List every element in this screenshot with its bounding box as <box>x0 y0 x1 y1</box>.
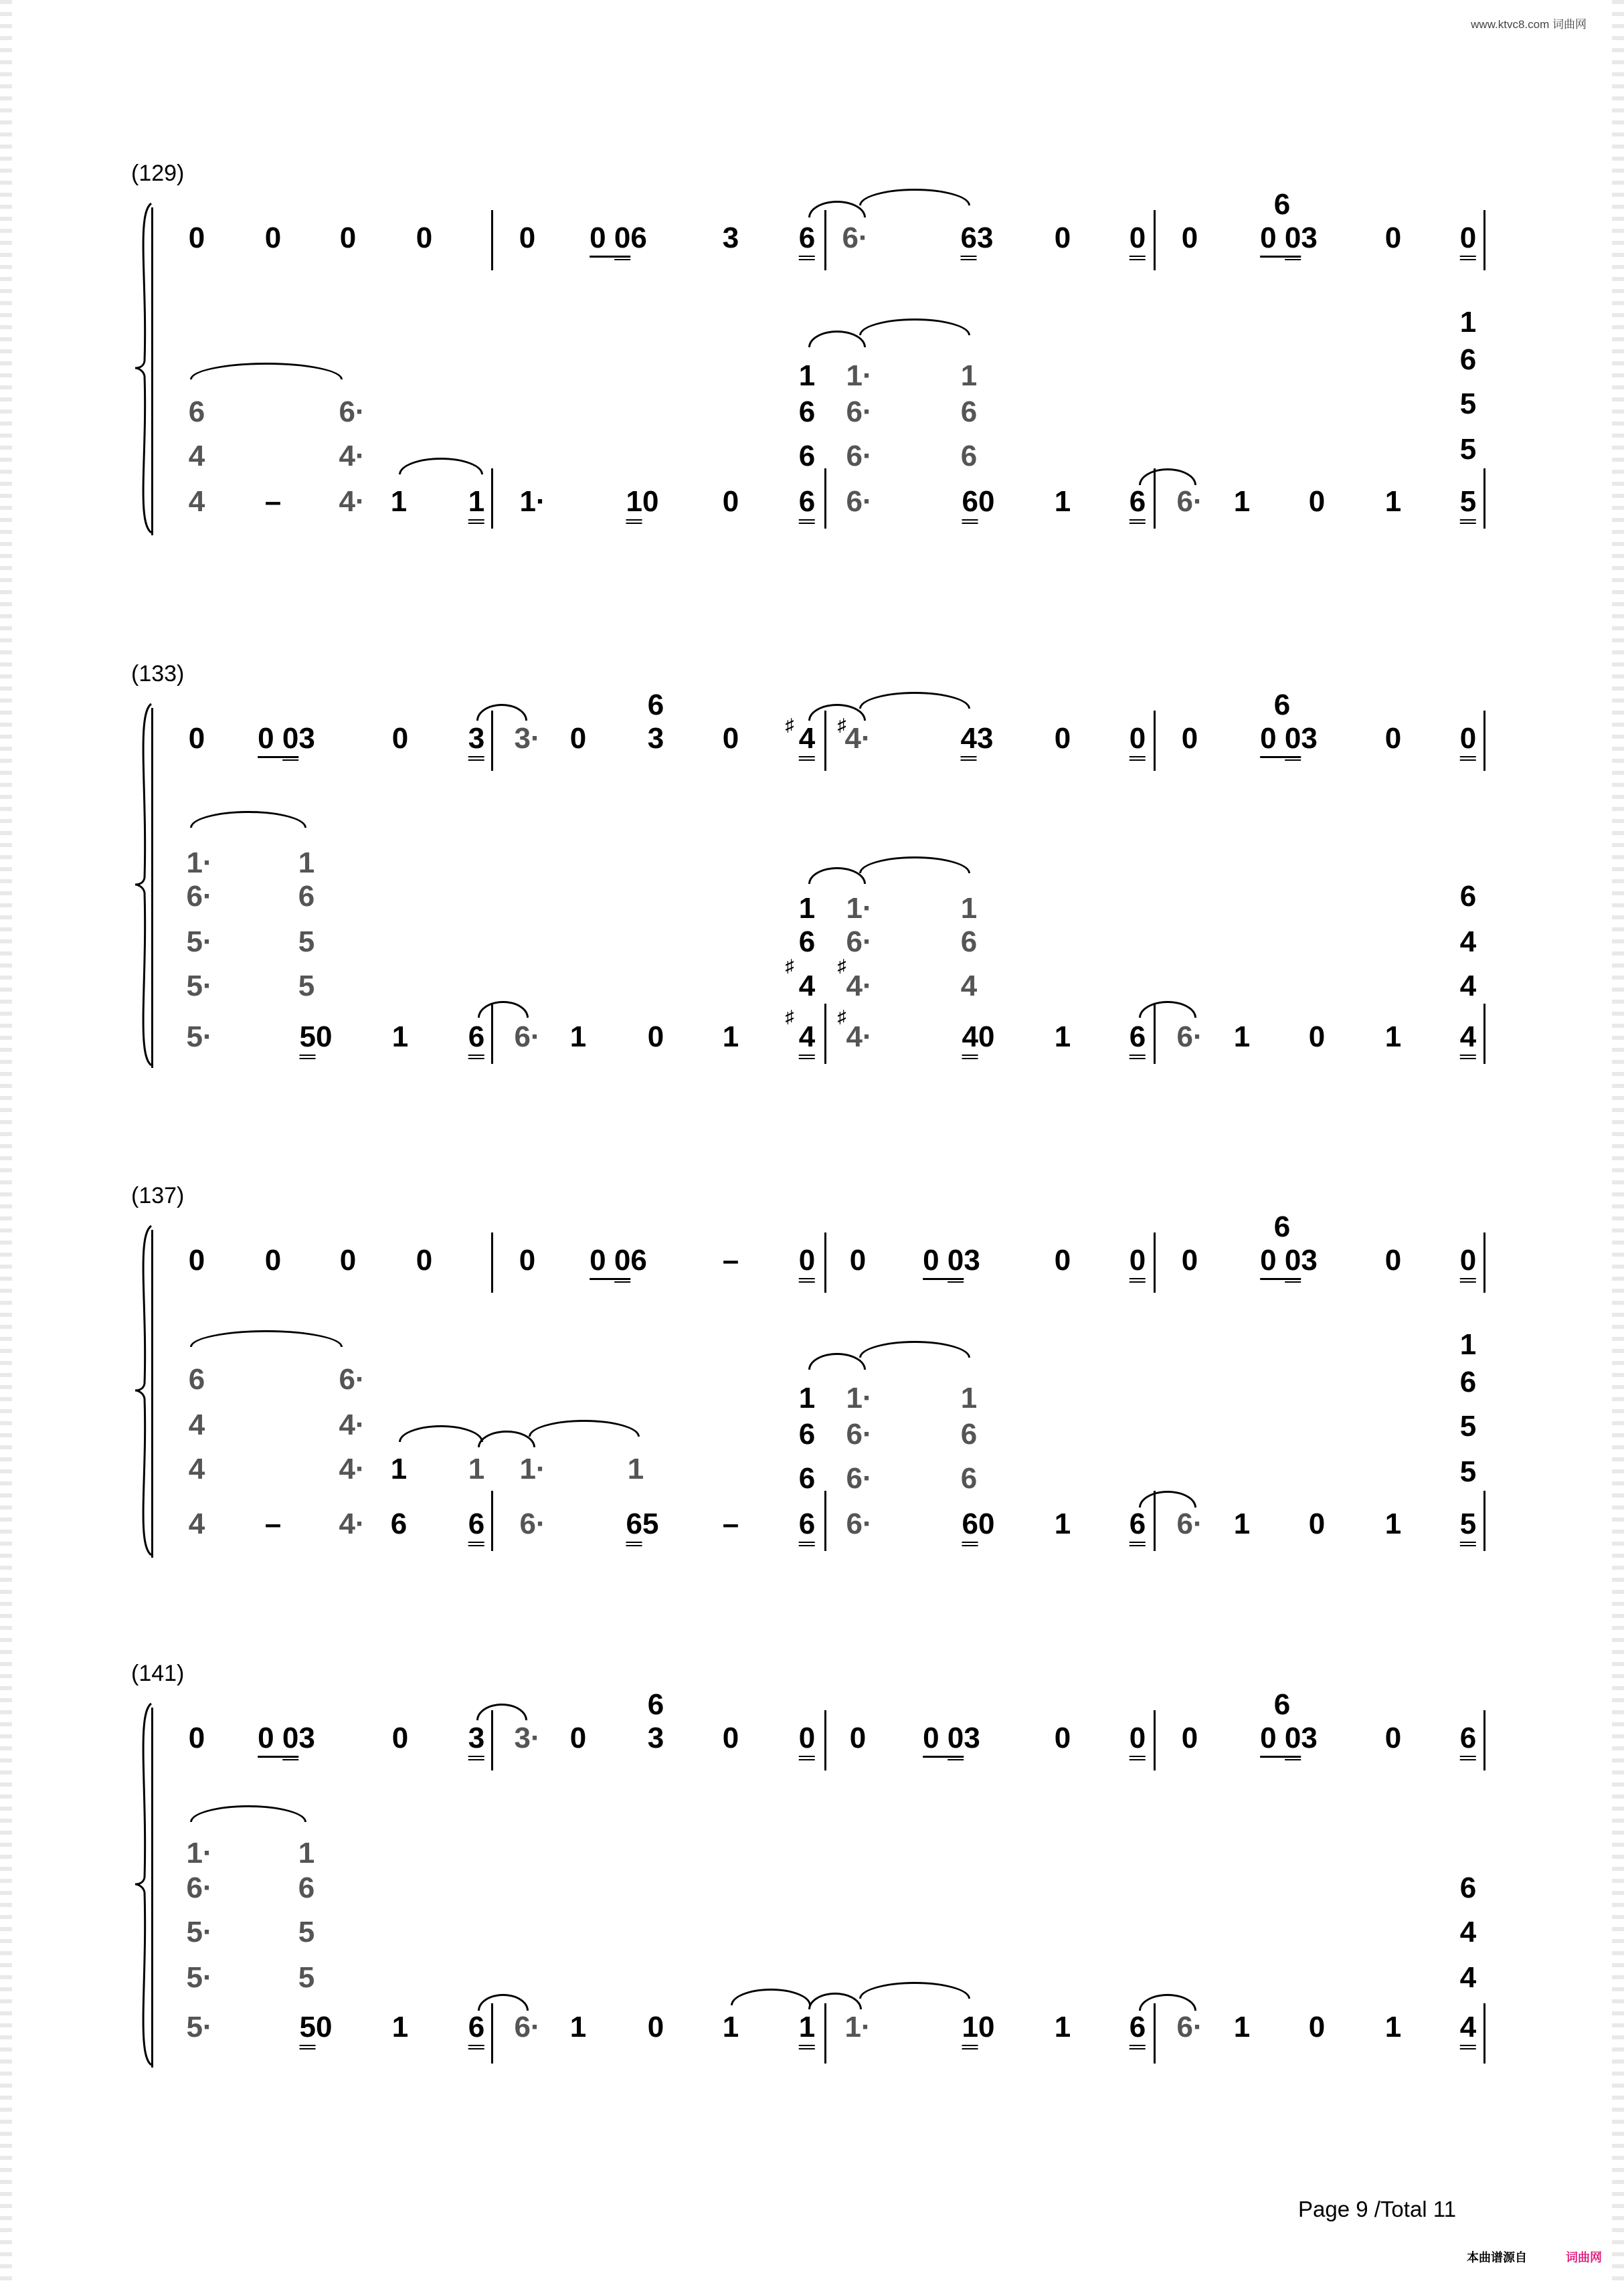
note: 6 <box>798 395 816 428</box>
note: 0 <box>799 1724 815 1753</box>
note: 0 <box>339 221 357 254</box>
note: 6· <box>1176 485 1203 518</box>
note: 1 <box>468 487 484 517</box>
note: 6 <box>468 1022 484 1052</box>
note: 6· <box>519 1508 546 1540</box>
slur <box>859 318 970 335</box>
note: 6 <box>1273 1210 1291 1243</box>
barline <box>491 2003 493 2064</box>
note: 0 06 <box>590 223 647 253</box>
note: 6 <box>960 440 978 472</box>
note: 6 <box>798 925 816 958</box>
note: 6· <box>339 1363 365 1396</box>
note: 6 <box>798 1462 816 1495</box>
note: 0 03 <box>1260 1724 1318 1753</box>
barline <box>1154 2003 1156 2064</box>
note: 1 <box>1384 1020 1402 1053</box>
barline <box>1154 711 1156 771</box>
note: 6 <box>960 925 978 958</box>
note: 5· <box>186 1020 213 1053</box>
note: 3· <box>514 1722 541 1754</box>
note: 1 <box>960 1382 978 1414</box>
barline <box>491 468 493 529</box>
note: 1 <box>1384 2011 1402 2043</box>
barline <box>491 1491 493 1551</box>
note: 5 <box>298 925 315 958</box>
note: 0 03 <box>1260 1246 1318 1275</box>
note: 6 <box>799 223 815 253</box>
note: 4 <box>1459 925 1477 958</box>
note: 1 <box>798 1382 816 1414</box>
slur <box>859 692 970 709</box>
note: 0 <box>1130 724 1146 753</box>
note: 50 <box>300 1022 333 1052</box>
note: 0 <box>1054 722 1071 755</box>
note: 6 <box>799 487 815 517</box>
note: 6 <box>1273 188 1291 221</box>
note: 5 <box>1459 1410 1477 1443</box>
slur <box>478 1431 535 1447</box>
slur <box>859 1341 970 1358</box>
note: 4· <box>844 722 871 755</box>
note: 1 <box>1054 1508 1071 1540</box>
note: 6· <box>186 880 213 913</box>
note: 6 <box>1459 1871 1477 1904</box>
note: 0 <box>264 221 282 254</box>
note: 3· <box>514 722 541 755</box>
note: 1 <box>798 892 816 925</box>
slur <box>399 458 483 474</box>
slur <box>529 1420 640 1437</box>
note: 6· <box>846 395 873 428</box>
note: 5· <box>186 1916 213 1948</box>
note: 0 <box>1130 1724 1146 1753</box>
note: 0 <box>1384 1722 1402 1754</box>
note: 0 <box>569 722 587 755</box>
note: 4· <box>846 1020 873 1053</box>
note: 1 <box>468 1453 485 1485</box>
note: 10 <box>626 487 659 517</box>
note: 0 <box>799 1246 815 1275</box>
note: 0 <box>647 1020 664 1053</box>
note: 6· <box>846 440 873 472</box>
site-logo-text: 词曲网 <box>1566 2251 1602 2264</box>
note: 6 <box>468 1510 484 1539</box>
note: 6 <box>1130 1510 1146 1539</box>
note: 0 <box>1460 1246 1476 1275</box>
note: 0 <box>569 1722 587 1754</box>
note: 40 <box>962 1022 995 1052</box>
note: 1 <box>298 1837 315 1869</box>
note: 1 <box>798 359 816 392</box>
slur <box>859 1982 970 1999</box>
note: 6 <box>798 440 816 472</box>
note: 0 <box>1054 221 1071 254</box>
slur <box>859 189 970 205</box>
barline <box>1483 468 1485 529</box>
note: 0 <box>1054 1244 1071 1277</box>
note: 6 <box>188 1363 205 1396</box>
note: 6 <box>1459 1366 1477 1398</box>
note: 3 <box>722 221 739 254</box>
note: 6 <box>960 395 978 428</box>
note: 5 <box>298 1961 315 1994</box>
note: 1 <box>1233 2011 1251 2043</box>
note: – <box>722 1508 739 1540</box>
note: 4· <box>339 1408 365 1441</box>
barline <box>1483 1232 1485 1293</box>
note: 3 <box>647 722 664 755</box>
system-barline <box>151 207 153 535</box>
slur <box>1139 1994 1196 2011</box>
note: 4 <box>1459 1916 1477 1948</box>
note: 4· <box>339 485 365 518</box>
note: 1 <box>799 2013 815 2042</box>
note: 5· <box>186 2011 213 2043</box>
note: 10 <box>962 2013 995 2042</box>
note: 1· <box>186 846 213 879</box>
note: 6· <box>1176 2011 1203 2043</box>
slur <box>190 1330 343 1347</box>
note: 60 <box>962 487 995 517</box>
barline <box>824 1004 826 1064</box>
note: 1 <box>390 1453 408 1485</box>
left-margin-strip <box>0 0 12 2283</box>
note: 0 03 <box>923 1246 980 1275</box>
note: 6 <box>647 689 664 721</box>
barline <box>1483 2003 1485 2064</box>
note: 1· <box>519 1453 546 1485</box>
slur <box>808 1353 866 1370</box>
note: – <box>264 485 282 518</box>
note: 0 <box>1384 722 1402 755</box>
note: 6 <box>960 1462 978 1495</box>
slur <box>478 1994 529 2011</box>
note: 6· <box>846 1508 873 1540</box>
note: 0 <box>849 1244 867 1277</box>
note: 1· <box>846 892 873 925</box>
note: 1 <box>722 1020 739 1053</box>
note: 0 <box>722 722 739 755</box>
score-system: 0 0 03 0 3 3· 0 6 3 0 ♯ 4 ♯ 4· 43 0 0 0 6 0 03 0 0 1· 6· 5· 5· 5· 1 6 5 5 50 1 6 6· 1 0 1 1 6 ♯ 4 ♯ 4 1· 6· ♯ 4· ♯ 4· 1 6 4 40 1 6 6· 1 0 1 6 4 4 4 <box>127 701 1506 1068</box>
slur <box>808 704 866 721</box>
slur <box>731 1989 811 2005</box>
note: 0 <box>1054 1722 1071 1754</box>
note: 6· <box>1176 1508 1203 1540</box>
note: 1 <box>1384 485 1402 518</box>
note: 6 <box>390 1508 408 1540</box>
system-label: (129) <box>131 161 185 186</box>
note: 1 <box>1233 1508 1251 1540</box>
note: 5 <box>1459 387 1477 420</box>
note: 0 <box>1308 1020 1326 1053</box>
slur <box>399 1425 483 1442</box>
note: 0 03 <box>923 1724 980 1753</box>
note: 5 <box>298 970 315 1002</box>
barline <box>824 1232 826 1293</box>
note: 1· <box>846 1382 873 1414</box>
note: 4 <box>188 440 205 472</box>
note: 50 <box>300 2013 333 2042</box>
note: 5 <box>1459 433 1477 466</box>
slur <box>476 704 527 721</box>
note: 0 <box>1308 2011 1326 2043</box>
note: 6· <box>339 395 365 428</box>
barline <box>824 210 826 270</box>
note: 1 <box>1233 485 1251 518</box>
note: 6 <box>298 880 315 913</box>
note: 6· <box>846 1462 873 1495</box>
note: 0 03 <box>258 1724 315 1753</box>
slur <box>1139 1491 1196 1508</box>
slur <box>190 363 343 379</box>
note: 0 <box>1130 223 1146 253</box>
note: 4 <box>188 1508 205 1540</box>
note: 0 <box>722 485 739 518</box>
note: 4· <box>846 970 873 1002</box>
note: 1 <box>1384 1508 1402 1540</box>
note: 6 <box>647 1688 664 1721</box>
note: 0 <box>1130 1246 1146 1275</box>
note: 4 <box>188 485 205 518</box>
score-system <box>127 1210 1506 1558</box>
site-watermark: www.ktvc8.com 词曲网 <box>1471 18 1587 31</box>
note: 1 <box>390 485 408 518</box>
barline <box>824 1710 826 1770</box>
note: 1 <box>1054 1020 1071 1053</box>
note: 4 <box>960 970 978 1002</box>
note: 1· <box>186 1837 213 1869</box>
note: 0 <box>1181 722 1198 755</box>
note: 65 <box>626 1510 659 1539</box>
barline <box>824 468 826 529</box>
note: 0 <box>1308 1508 1326 1540</box>
note: 1 <box>1054 485 1071 518</box>
note: 6· <box>846 1418 873 1451</box>
note: 1 <box>960 892 978 925</box>
note: 0 <box>1460 724 1476 753</box>
note: 0 03 <box>1260 223 1318 253</box>
note: 1 <box>722 2011 739 2043</box>
barline <box>1154 1232 1156 1293</box>
note: 1 <box>1054 2011 1071 2043</box>
note: 5· <box>186 1961 213 1994</box>
note: 60 <box>962 1510 995 1539</box>
slur <box>808 867 866 884</box>
note: 1 <box>569 2011 587 2043</box>
system-label: (137) <box>131 1183 185 1208</box>
slur <box>1139 1001 1196 1018</box>
note: 0 <box>391 722 409 755</box>
note: 0 <box>1181 221 1198 254</box>
note: 5· <box>186 925 213 958</box>
note: 3 <box>468 1724 484 1753</box>
note: 0 <box>1181 1722 1198 1754</box>
slur <box>1139 468 1196 485</box>
note: 5· <box>186 970 213 1002</box>
note: 0 <box>849 1722 867 1754</box>
note: 0 <box>264 1244 282 1277</box>
note: 1· <box>846 359 873 392</box>
system-barline <box>151 708 153 1068</box>
note: 4 <box>188 1453 205 1485</box>
note: 1 <box>1459 1328 1477 1361</box>
note: 0 06 <box>590 1246 647 1275</box>
note: 0 <box>722 1722 739 1754</box>
barline <box>1483 1004 1485 1064</box>
note: 0 <box>188 221 205 254</box>
note: 4 <box>798 970 816 1002</box>
note: 4· <box>339 440 365 472</box>
note: 3 <box>647 1722 664 1754</box>
note: 6 <box>798 1418 816 1451</box>
note: 0 <box>416 1244 433 1277</box>
note: 6 <box>960 1418 978 1451</box>
note: 0 <box>1384 221 1402 254</box>
system-label: (141) <box>131 1661 185 1686</box>
note: 6· <box>846 925 873 958</box>
slur <box>859 856 970 873</box>
barline <box>491 210 493 270</box>
note: 6· <box>846 485 873 518</box>
note: 6· <box>186 1871 213 1904</box>
note: 1 <box>298 846 315 879</box>
note: 4 <box>799 1022 815 1052</box>
score-system <box>127 188 1506 535</box>
note: 1 <box>960 359 978 392</box>
note: 1 <box>627 1453 644 1485</box>
note: 6 <box>1130 1022 1146 1052</box>
note: 43 <box>961 724 994 753</box>
note: 1· <box>844 2011 871 2043</box>
note: 6 <box>1273 1688 1291 1721</box>
note: 0 <box>1181 1244 1198 1277</box>
note: 1 <box>391 2011 409 2043</box>
barline <box>1483 1491 1485 1551</box>
note: 1 <box>569 1020 587 1053</box>
system-label: (133) <box>131 661 185 687</box>
barline <box>1483 711 1485 771</box>
note: 5 <box>1460 487 1476 517</box>
note: 6· <box>514 1020 541 1053</box>
note: 1 <box>391 1020 409 1053</box>
note: – <box>264 1508 282 1540</box>
note: 0 03 <box>258 724 315 753</box>
barline <box>1483 210 1485 270</box>
system-barline <box>151 1708 153 2068</box>
note: 6 <box>298 1871 315 1904</box>
note: 6 <box>1130 487 1146 517</box>
note: 4 <box>1459 970 1477 1002</box>
note: 0 <box>519 221 536 254</box>
barline <box>491 1232 493 1293</box>
note: 4· <box>339 1508 365 1540</box>
note: 6 <box>1459 343 1477 376</box>
note: 0 <box>188 1722 205 1754</box>
note: 6· <box>1176 1020 1203 1053</box>
note: 0 <box>519 1244 536 1277</box>
slur <box>808 331 866 347</box>
slur <box>190 811 306 828</box>
note: 6 <box>1130 2013 1146 2042</box>
note: 5 <box>1460 1510 1476 1539</box>
barline <box>824 1491 826 1551</box>
note: 0 <box>188 722 205 755</box>
barline <box>1483 1710 1485 1770</box>
barline <box>824 2003 826 2064</box>
note: 6· <box>842 221 869 254</box>
note: 6 <box>1459 880 1477 913</box>
note: 6 <box>799 1510 815 1539</box>
note: 6 <box>1273 689 1291 721</box>
note: 63 <box>961 223 994 253</box>
note: 4 <box>1459 1961 1477 1994</box>
note: 4 <box>1460 2013 1476 2042</box>
note: 4 <box>188 1408 205 1441</box>
right-margin-strip <box>1612 0 1624 2283</box>
note: 1 <box>1459 306 1477 339</box>
note: 4 <box>799 724 815 753</box>
note: 0 <box>188 1244 205 1277</box>
slur <box>808 1993 862 2009</box>
note: 0 <box>647 2011 664 2043</box>
note: 5 <box>1459 1455 1477 1488</box>
barline <box>1154 210 1156 270</box>
score-system <box>127 1688 1506 2068</box>
note: 0 <box>391 1722 409 1754</box>
note: 1· <box>519 485 546 518</box>
note: 6 <box>468 2013 484 2042</box>
note: 3 <box>468 724 484 753</box>
note: 5 <box>298 1916 315 1948</box>
slur <box>478 1001 529 1018</box>
note: 0 <box>1308 485 1326 518</box>
note: 6 <box>1460 1724 1476 1753</box>
slur <box>476 1704 527 1720</box>
note: 6 <box>188 395 205 428</box>
note: 6· <box>514 2011 541 2043</box>
note: 0 <box>339 1244 357 1277</box>
note: 1 <box>1233 1020 1251 1053</box>
note: 0 <box>416 221 433 254</box>
page-number: Page 9 /Total 11 <box>1298 2197 1457 2221</box>
note: – <box>722 1244 739 1277</box>
note: 0 <box>1460 223 1476 253</box>
note: 0 03 <box>1260 724 1318 753</box>
note: 4· <box>339 1453 365 1485</box>
system-barline <box>151 1230 153 1558</box>
source-text: 本曲谱源自 <box>1467 2251 1527 2264</box>
slur <box>190 1805 306 1822</box>
note: 4 <box>1460 1022 1476 1052</box>
note: 0 <box>1384 1244 1402 1277</box>
slur <box>808 201 866 217</box>
barline <box>1154 1710 1156 1770</box>
